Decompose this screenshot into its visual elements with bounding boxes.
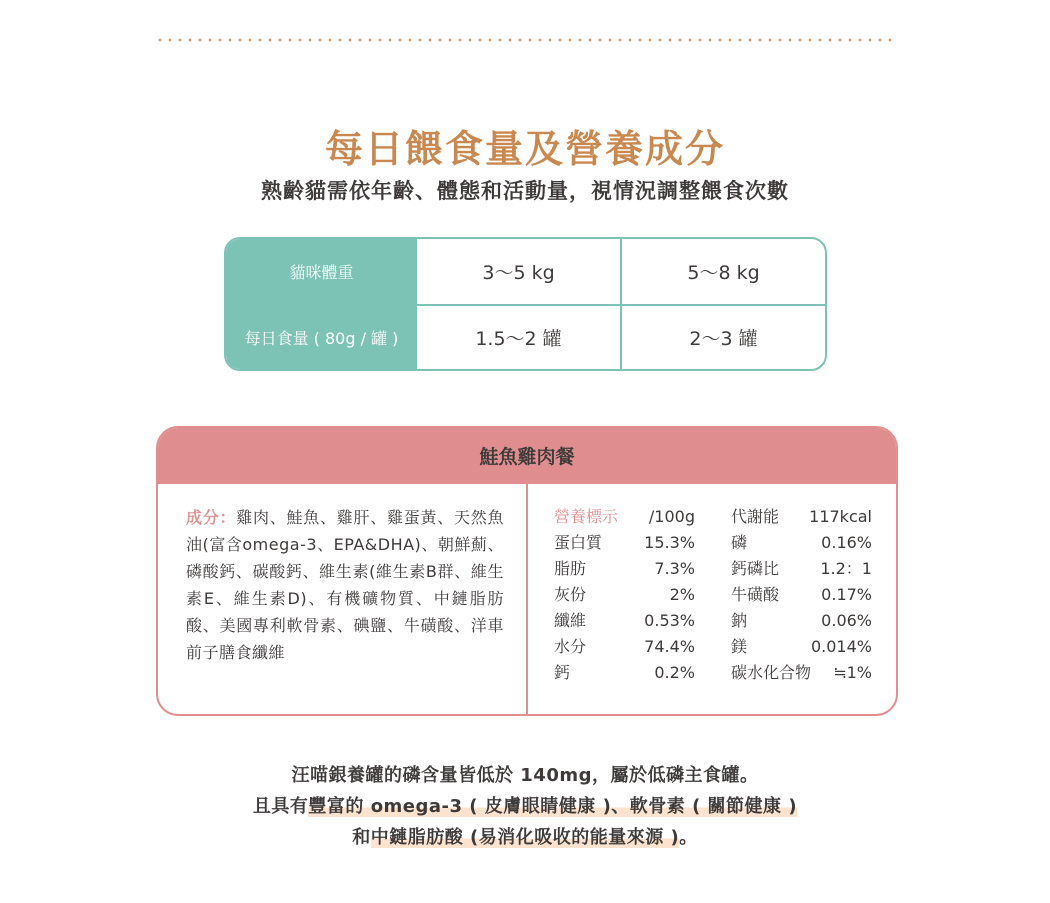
- fact-value: 74.4%: [644, 637, 695, 656]
- fact-label: 鈉: [731, 611, 748, 630]
- fact-value: 117kcal: [809, 507, 872, 526]
- cell-amount-small: 1.5～2 罐: [417, 306, 622, 369]
- facts-row: [554, 582, 695, 608]
- facts-row: [554, 504, 695, 530]
- fact-label: 蛋白質: [554, 533, 603, 552]
- facts-row: [554, 660, 695, 686]
- footer-line-1: 汪喵銀養罐的磷含量皆低於 140mg，屬於低磷主食罐。: [291, 765, 759, 786]
- fact-value: 15.3%: [644, 533, 695, 552]
- fact-value: 1.2：1: [820, 559, 872, 578]
- ingredients-label: 成分：: [186, 508, 237, 527]
- fact-label: 鈣磷比: [731, 559, 780, 578]
- fact-label: 鈣: [554, 663, 571, 682]
- facts-row: [731, 556, 872, 582]
- fact-value: /100g: [648, 507, 695, 526]
- feeding-table: [224, 237, 827, 371]
- facts-row: [731, 530, 872, 556]
- facts-row: [731, 634, 872, 660]
- fact-value: 0.06%: [821, 611, 872, 630]
- footer-line-2-prefix: 且具有: [252, 796, 309, 817]
- fact-label: 磷: [731, 533, 748, 552]
- ingredients-text: 雞肉、鮭魚、雞肝、雞蛋黃、天然魚油(富含omega-3、EPA&DHA)、朝鮮薊、磷酸鈣、碳酸鈣、維生素(維生素B群、維生素E、維生素D)、有機礦物質、中鏈脂肪酸、美國專利軟骨素、碘鹽、牛磺酸、洋車前子膳食纖維: [186, 508, 504, 662]
- nutrition-card: [156, 426, 898, 716]
- page-title: 每日餵食量及營養成分: [324, 127, 725, 171]
- facts-row: [554, 608, 695, 634]
- facts-column-right: [731, 504, 872, 714]
- cell-amount-large: 2～3 罐: [689, 327, 758, 350]
- page-subtitle: 熟齡貓需依年齡、體態和活動量，視情況調整餵食次數: [261, 179, 789, 203]
- nutrition-facts: [528, 484, 896, 714]
- ingredients-block: [158, 484, 528, 714]
- row-header-daily-amount: 每日食量 ( 80g / 罐 ): [226, 306, 417, 369]
- table-row-daily-amount: [226, 304, 825, 369]
- fact-value: 0.2%: [654, 663, 695, 682]
- fact-value: 0.17%: [821, 585, 872, 604]
- footer-line-3-highlight: 中鏈脂肪酸 (易消化吸收的能量來源 ): [370, 827, 680, 848]
- facts-row: [554, 634, 695, 660]
- fact-value: 2%: [669, 585, 695, 604]
- fact-value: 7.3%: [654, 559, 695, 578]
- fact-label: 脂肪: [554, 559, 587, 578]
- fact-label: 代謝能: [731, 507, 780, 526]
- footer-line-2-highlight: 豐富的 omega-3 ( 皮膚眼睛健康 )、軟骨素 ( 關節健康 ): [308, 796, 798, 817]
- fact-label: 碳水化合物: [731, 663, 812, 682]
- fact-value: 0.16%: [821, 533, 872, 552]
- footer-line-3-prefix: 和: [352, 827, 371, 848]
- facts-row: [731, 608, 872, 634]
- fact-value: 0.53%: [644, 611, 695, 630]
- facts-row: [554, 530, 695, 556]
- footer-notes: [0, 760, 1050, 853]
- facts-row: [731, 582, 872, 608]
- footer-line-2: [0, 791, 1050, 822]
- facts-row: [731, 504, 872, 530]
- fact-label: 鎂: [731, 637, 748, 656]
- row-header-weight: 貓咪體重: [226, 239, 417, 304]
- footer-line-3-suffix: 。: [679, 827, 698, 848]
- cell-weight-large: 5～8 kg: [687, 261, 760, 284]
- fact-label: 纖維: [554, 611, 587, 630]
- fact-label: 水分: [554, 637, 587, 656]
- facts-row: [731, 660, 872, 686]
- fact-value: ≒1%: [833, 663, 872, 682]
- dotted-divider: [155, 36, 897, 44]
- nutrition-card-body: [158, 484, 896, 714]
- fact-label: 牛磺酸: [731, 585, 780, 604]
- cell-weight-small: 3～5 kg: [417, 239, 622, 304]
- fact-label: 營養標示: [554, 507, 619, 526]
- footer-line-3: [0, 822, 1050, 853]
- facts-column-left: [554, 504, 695, 714]
- nutrition-card-title: 鮭魚雞肉餐: [158, 428, 896, 484]
- facts-row: [554, 556, 695, 582]
- table-row-weight: [226, 239, 825, 304]
- fact-label: 灰份: [554, 585, 587, 604]
- fact-value: 0.014%: [810, 637, 872, 656]
